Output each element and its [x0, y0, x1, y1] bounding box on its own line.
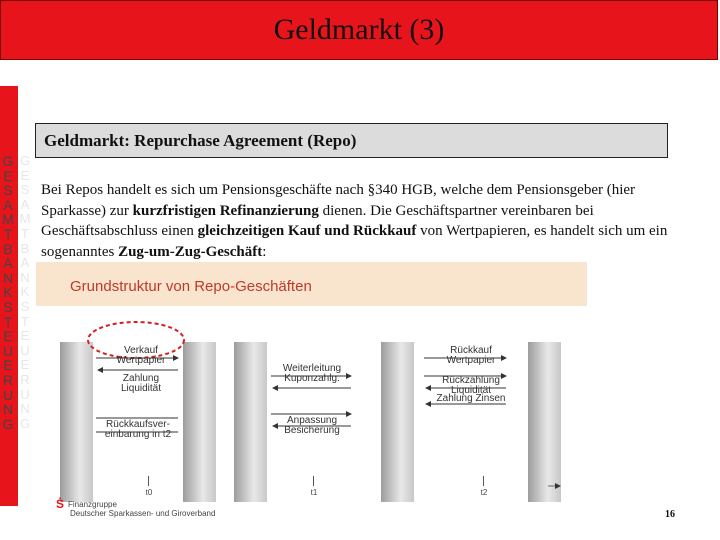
time-label-t1: t1: [310, 488, 318, 497]
label-anpassung: Anpassung Besicherung: [284, 415, 340, 436]
slide-title-bar: [0, 0, 718, 60]
slide-title: Geldmarkt (3): [273, 13, 445, 46]
label-zahlung-liquiditaet: Zahlung Liquidität: [120, 373, 162, 394]
label-verkauf: Verkauf Wertpapier: [116, 345, 166, 366]
time-tick: [313, 476, 314, 486]
footer-logo: Ṡ Finanzgruppe Deutscher Sparkassen- und Giroverband: [56, 497, 216, 518]
sidebar-vertical-text: G E S A M T B A N K S T E U E R U N G: [2, 153, 14, 432]
label-weiterleitung: Weiterleitung Kuponzahlg.: [282, 363, 342, 384]
time-tick: [148, 476, 149, 486]
diagram-banner: [36, 262, 587, 306]
time-label-t2: t2: [480, 488, 488, 497]
label-zahlung-zinsen: Zahlung Zinsen: [436, 393, 506, 404]
time-label-t0: t0: [145, 488, 153, 497]
label-rueckzahlung: Rückzahlung Liquidität: [442, 375, 500, 396]
page-number: 16: [665, 509, 675, 520]
label-rueckkauf-wertpapier: Rückkauf Wertpapier: [446, 345, 496, 366]
body-paragraph: Bei Repos handelt es sich um Pensionsgeschäfte nach §340 HGB, welche dem Pensionsgeber (hier Sparkasse) zur kurzfristigen Refinanzierung dienen. Die Geschäftspartner vereinbaren bei Geschäftsabschluss einen gleichzeitigen Kauf und Rückkauf von Wertpapieren, es handelt sich um ein sogenanntes Zug-um-Zug-Geschäft:: [41, 182, 668, 260]
sparkasse-logo-icon: Ṡ: [56, 497, 65, 511]
section-heading-box: [35, 123, 668, 158]
diagram-title: Grundstruktur von Repo-Geschäften: [70, 278, 312, 295]
repo-diagram: [36, 306, 596, 512]
sidebar-vertical-text-ghost: G E S A M T B A N K S T E U E R U N G: [19, 153, 31, 431]
section-heading: Geldmarkt: Repurchase Agreement (Repo): [44, 130, 357, 150]
diagram-arrows: [36, 306, 596, 512]
time-tick: [483, 476, 484, 486]
label-rueckkaufsvereinbarung: Rückkaufsver-einbarung in t2: [104, 419, 172, 440]
